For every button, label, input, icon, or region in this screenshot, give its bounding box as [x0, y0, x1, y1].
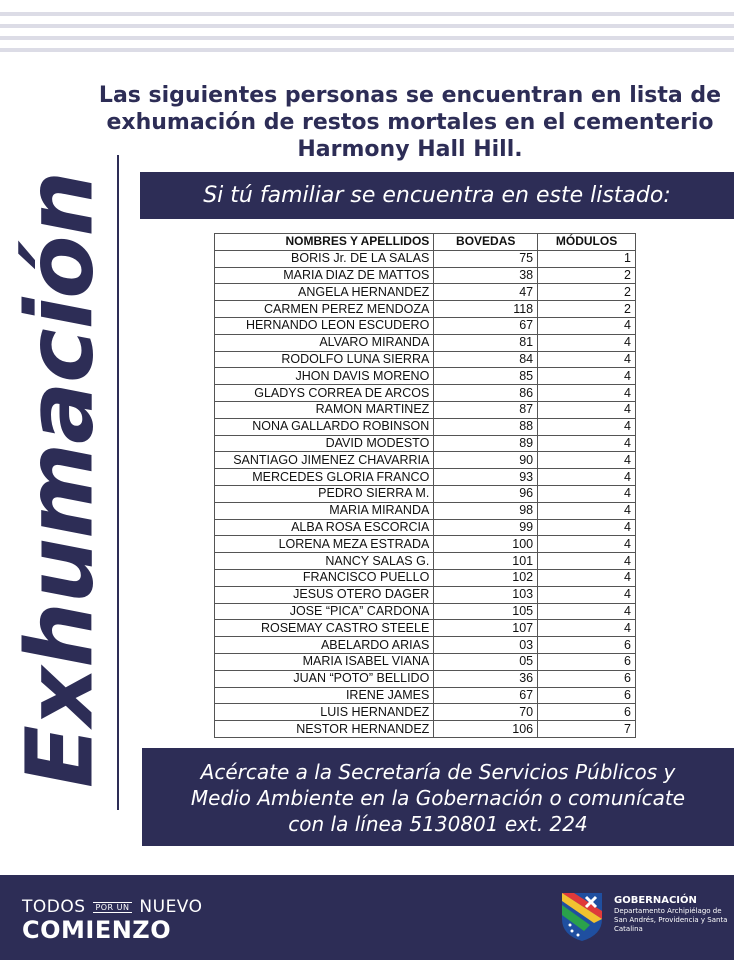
cell-modulo: 4 [538, 502, 636, 519]
gov-subtitle: Departamento Archipiélago de San Andrés, Providencia y Santa Catalina [614, 907, 728, 933]
cell-name: NONA GALLARDO ROBINSON [215, 418, 434, 435]
table-body [215, 250, 636, 737]
table-row [215, 368, 636, 385]
cell-boveda: 90 [434, 452, 538, 469]
table-row [215, 301, 636, 318]
table-row [215, 603, 636, 620]
contact-banner [142, 748, 734, 846]
cell-boveda: 85 [434, 368, 538, 385]
table-row [215, 452, 636, 469]
cell-name: CARMEN PEREZ MENDOZA [215, 301, 434, 318]
table-row [215, 721, 636, 738]
cell-modulo: 4 [538, 385, 636, 402]
cell-name: MARIA DIAZ DE MATTOS [215, 267, 434, 284]
vertical-title: Exhumación [6, 172, 114, 788]
cell-modulo: 4 [538, 317, 636, 334]
cell-modulo: 4 [538, 368, 636, 385]
cell-name: DAVID MODESTO [215, 435, 434, 452]
table-row [215, 653, 636, 670]
cell-name: IRENE JAMES [215, 687, 434, 704]
cell-modulo: 4 [538, 485, 636, 502]
vertical-title-block [5, 150, 115, 810]
cell-boveda: 67 [434, 687, 538, 704]
cell-boveda: 100 [434, 536, 538, 553]
cell-modulo: 6 [538, 687, 636, 704]
cell-name: JHON DAVIS MORENO [215, 368, 434, 385]
exhumation-table [214, 233, 636, 738]
cell-boveda: 84 [434, 351, 538, 368]
table-row [215, 418, 636, 435]
table-row [215, 620, 636, 637]
table-row [215, 317, 636, 334]
cell-boveda: 36 [434, 670, 538, 687]
gobernacion-logo [560, 891, 730, 951]
slogan-logo [22, 897, 203, 943]
cell-modulo: 4 [538, 603, 636, 620]
cell-boveda: 87 [434, 401, 538, 418]
cell-name: NANCY SALAS G. [215, 553, 434, 570]
table-row [215, 334, 636, 351]
table-row [215, 586, 636, 603]
table-row [215, 502, 636, 519]
cell-modulo: 6 [538, 653, 636, 670]
cell-modulo: 4 [538, 536, 636, 553]
slogan-por-un: POR UN [95, 902, 130, 912]
cell-name: MARIA ISABEL VIANA [215, 653, 434, 670]
cell-boveda: 67 [434, 317, 538, 334]
slogan-nuevo: NUEVO [139, 897, 203, 917]
table-row [215, 401, 636, 418]
cell-modulo: 4 [538, 401, 636, 418]
intro-text: Las siguientes personas se encuentran en lista de exhumación de restos mortales en el cementerio Harmony Hall Hill. [98, 83, 722, 162]
cell-name: PEDRO SIERRA M. [215, 485, 434, 502]
column-header-bovedas: BOVEDAS [434, 234, 538, 251]
cell-name: GLADYS CORREA DE ARCOS [215, 385, 434, 402]
cell-boveda: 101 [434, 553, 538, 570]
contact-line-3: con la línea 5130801 ext. 224 [288, 812, 588, 836]
cell-boveda: 98 [434, 502, 538, 519]
table-row [215, 435, 636, 452]
table-row [215, 385, 636, 402]
cell-name: HERNANDO LEON ESCUDERO [215, 317, 434, 334]
cell-boveda: 96 [434, 485, 538, 502]
vertical-divider [117, 155, 119, 810]
cell-name: JOSE “PICA” CARDONA [215, 603, 434, 620]
cell-modulo: 4 [538, 586, 636, 603]
cell-boveda: 105 [434, 603, 538, 620]
table-header-row [215, 234, 636, 251]
cell-modulo: 4 [538, 569, 636, 586]
cell-boveda: 03 [434, 637, 538, 654]
cell-modulo: 4 [538, 469, 636, 486]
cell-modulo: 6 [538, 637, 636, 654]
gov-title: GOBERNACIÓN [614, 895, 697, 906]
cell-modulo: 4 [538, 519, 636, 536]
cell-modulo: 4 [538, 334, 636, 351]
cell-name: LORENA MEZA ESTRADA [215, 536, 434, 553]
table-row [215, 704, 636, 721]
table-row [215, 637, 636, 654]
table-row [215, 670, 636, 687]
cell-boveda: 99 [434, 519, 538, 536]
cell-modulo: 4 [538, 620, 636, 637]
cell-name: MARIA MIRANDA [215, 502, 434, 519]
cell-modulo: 2 [538, 284, 636, 301]
cell-modulo: 6 [538, 704, 636, 721]
slogan-todos: TODOS [22, 897, 86, 917]
table-row [215, 469, 636, 486]
cell-boveda: 47 [434, 284, 538, 301]
table-row [215, 687, 636, 704]
cell-name: FRANCISCO PUELLO [215, 569, 434, 586]
cell-boveda: 81 [434, 334, 538, 351]
cell-boveda: 75 [434, 250, 538, 267]
column-header-modulos: MÓDULOS [538, 234, 636, 251]
cell-modulo: 7 [538, 721, 636, 738]
cell-modulo: 4 [538, 452, 636, 469]
cell-modulo: 4 [538, 418, 636, 435]
cell-name: ROSEMAY CASTRO STEELE [215, 620, 434, 637]
cell-modulo: 1 [538, 250, 636, 267]
contact-line-1: Acércate a la Secretaría de Servicios Públicos y [200, 760, 676, 784]
slogan-comienzo: COMIENZO [22, 916, 172, 944]
cell-name: ALVARO MIRANDA [215, 334, 434, 351]
cell-name: RAMON MARTINEZ [215, 401, 434, 418]
cell-name: JESUS OTERO DAGER [215, 586, 434, 603]
cell-boveda: 102 [434, 569, 538, 586]
banner-top: Si tú familiar se encuentra en este listado: [140, 172, 734, 219]
contact-line-2: Medio Ambiente en la Gobernación o comunícate [190, 786, 686, 810]
top-stripes [0, 0, 734, 70]
cell-boveda: 89 [434, 435, 538, 452]
table-row [215, 250, 636, 267]
cell-modulo: 4 [538, 435, 636, 452]
table-row [215, 553, 636, 570]
table-row [215, 519, 636, 536]
table-row [215, 536, 636, 553]
cell-name: SANTIAGO JIMENEZ CHAVARRIA [215, 452, 434, 469]
cell-boveda: 93 [434, 469, 538, 486]
cell-name: JUAN “POTO” BELLIDO [215, 670, 434, 687]
cell-name: NESTOR HERNANDEZ [215, 721, 434, 738]
cell-boveda: 38 [434, 267, 538, 284]
column-header-names: NOMBRES Y APELLIDOS [215, 234, 434, 251]
footer [0, 875, 734, 960]
cell-boveda: 86 [434, 385, 538, 402]
table-row [215, 267, 636, 284]
table-row [215, 485, 636, 502]
table-row [215, 569, 636, 586]
cell-boveda: 106 [434, 721, 538, 738]
cell-modulo: 4 [538, 553, 636, 570]
cell-name: BORIS Jr. DE LA SALAS [215, 250, 434, 267]
cell-boveda: 103 [434, 586, 538, 603]
cell-name: ALBA ROSA ESCORCIA [215, 519, 434, 536]
cell-name: RODOLFO LUNA SIERRA [215, 351, 434, 368]
cell-modulo: 6 [538, 670, 636, 687]
table-row [215, 284, 636, 301]
cell-name: LUIS HERNANDEZ [215, 704, 434, 721]
cell-name: MERCEDES GLORIA FRANCO [215, 469, 434, 486]
shield-logo-icon [560, 891, 604, 943]
cell-name: ABELARDO ARIAS [215, 637, 434, 654]
cell-modulo: 4 [538, 351, 636, 368]
table-row [215, 351, 636, 368]
cell-name: ANGELA HERNANDEZ [215, 284, 434, 301]
cell-boveda: 05 [434, 653, 538, 670]
cell-boveda: 118 [434, 301, 538, 318]
cell-boveda: 88 [434, 418, 538, 435]
cell-boveda: 107 [434, 620, 538, 637]
cell-boveda: 70 [434, 704, 538, 721]
cell-modulo: 2 [538, 267, 636, 284]
cell-modulo: 2 [538, 301, 636, 318]
